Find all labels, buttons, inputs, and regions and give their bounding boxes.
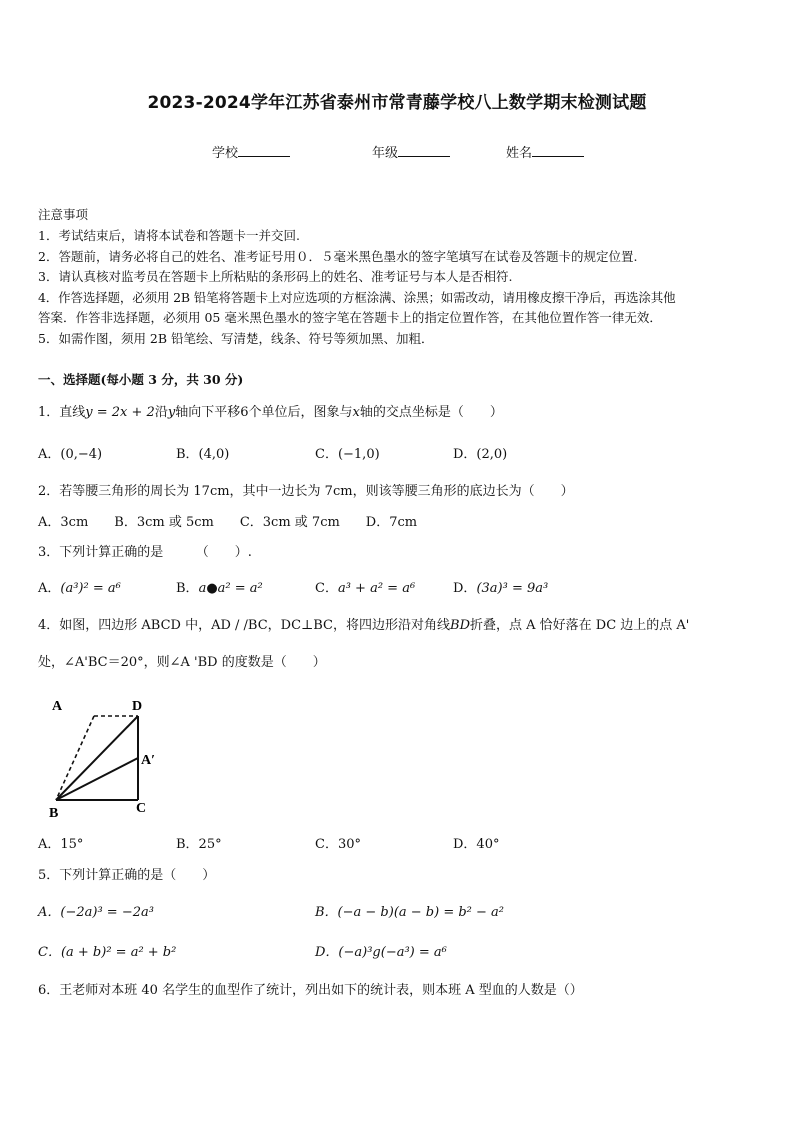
name-label: 姓名 xyxy=(506,146,533,161)
q1-stem-b: 沿 xyxy=(154,405,168,420)
name-blank[interactable] xyxy=(532,144,584,157)
notice-heading: 注意事项 xyxy=(38,207,89,222)
q1-y: y xyxy=(167,405,176,420)
fig-label-c: C xyxy=(136,801,147,816)
q1-stem-a: 1．直线 xyxy=(38,405,86,420)
question-1-stem xyxy=(38,401,503,420)
q3-option-b[interactable] xyxy=(176,577,263,596)
section-heading: 一、选择题(每小题 3 分，共 30 分) xyxy=(38,372,244,387)
q4-stem-1: 4．如图，四边形 ABCD 中，AD / /BC，DC⊥BC，将四边形沿对角线 xyxy=(38,618,451,633)
q4-figure xyxy=(44,692,164,822)
q1-equation: y = 2x + 2 xyxy=(85,405,155,420)
fig-label-a-prime: A′ xyxy=(141,753,156,768)
q3-option-c-expr: a³ + a² = a⁶ xyxy=(337,581,416,596)
q4-bd: BD xyxy=(450,618,470,633)
q4-option-a[interactable]: A．15° xyxy=(38,837,84,852)
q3-option-d[interactable] xyxy=(453,577,548,596)
q1-option-d[interactable]: D．(2,0) xyxy=(453,447,508,462)
notice-item-4: 4．作答选择题，必须用 2B 铅笔将答题卡上对应选项的方框涂满、涂黑；如需改动，请用橡皮擦干净后，再选涂其他 xyxy=(38,290,676,305)
school-field[interactable] xyxy=(212,142,290,161)
fig-label-d: D xyxy=(132,699,143,714)
q3-option-a-letter: A． xyxy=(38,581,61,596)
notice-item-2: 2．答题前，请务必将自己的姓名、准考证号用０．５毫米黑色墨水的签字笔填写在试卷及答题卡的规定位置. xyxy=(38,249,638,264)
q5-option-c[interactable]: C．(a + b)² = a² + b² xyxy=(38,945,177,960)
q1-x: x xyxy=(352,405,360,420)
notice-item-3: 3．请认真核对监考员在答题卡上所粘贴的条形码上的姓名、准考证号与本人是否相符. xyxy=(38,269,513,284)
q4-option-d[interactable]: D．40° xyxy=(453,837,500,852)
notice-item-4-cont: 答案．作答非选择题，必须用 05 毫米黑色墨水的签字笔在答题卡上的指定位置作答，在其他位置作答一律无效． xyxy=(38,310,662,325)
q3-option-c-letter: C． xyxy=(315,581,338,596)
notice-item-5: 5．如需作图，须用 2B 铅笔绘、写清楚，线条、符号等须加黑、加粗． xyxy=(38,331,434,346)
q1-option-a[interactable]: A．(0,−4) xyxy=(38,447,103,462)
q1-stem-c: 轴向下平移6个单位后，图象与 xyxy=(175,405,353,420)
q1-option-c[interactable]: C．(−1,0) xyxy=(315,447,380,462)
q5-option-d[interactable]: D．(−a)³g(−a³) = a⁶ xyxy=(315,945,447,960)
q3-option-b-expr: a●a² = a² xyxy=(198,581,263,596)
page-title: 2023-2024学年江苏省泰州市常青藤学校八上数学期末检测试题 xyxy=(147,93,647,113)
q1-option-b[interactable]: B．(4,0) xyxy=(176,447,230,462)
fig-dashed-ab xyxy=(56,716,94,800)
school-label: 学校 xyxy=(212,146,239,161)
q5-option-b[interactable]: B．(−a − b)(a − b) = b² − a² xyxy=(315,905,505,920)
q5-option-a[interactable]: A．(−2a)³ = −2a³ xyxy=(38,905,154,920)
notice-item-1: 1．考试结束后，请将本试卷和答题卡一并交回. xyxy=(38,228,300,243)
q3-option-c[interactable] xyxy=(315,577,415,596)
q3-option-d-letter: D． xyxy=(453,581,477,596)
question-4-stem-line2: 处，∠A'BC＝20°，则∠A 'BD 的度数是（ ） xyxy=(38,655,326,670)
question-2-stem: 2．若等腰三角形的周长为 17cm，其中一边长为 7cm，则该等腰三角形的底边长为（ ） xyxy=(38,484,574,499)
grade-blank[interactable] xyxy=(398,144,450,157)
q4-option-b[interactable]: B．25° xyxy=(176,837,222,852)
fig-label-b: B xyxy=(49,806,59,821)
question-6-stem: 6．王老师对本班 40 名学生的血型作了统计，列出如下的统计表，则本班 A 型血的人数是（） xyxy=(38,983,583,998)
question-5-stem: 5．下列计算正确的是（ ） xyxy=(38,868,216,883)
school-blank[interactable] xyxy=(238,144,290,157)
name-field[interactable] xyxy=(506,142,584,161)
grade-label: 年级 xyxy=(372,146,399,161)
q1-stem-d: 轴的交点坐标是（ ） xyxy=(359,405,503,420)
q3-option-d-expr: (3a)³ = 9a³ xyxy=(476,581,549,596)
q4-option-c[interactable]: C．30° xyxy=(315,837,361,852)
fig-diagonal-bd xyxy=(56,716,138,800)
question-4-stem-line1 xyxy=(38,614,689,633)
q4-stem-2: 折叠，点 A 恰好落在 DC 边上的点 A' xyxy=(470,618,690,633)
fig-label-a: A xyxy=(52,699,63,714)
q3-option-b-letter: B． xyxy=(176,581,199,596)
question-3-stem: 3．下列计算正确的是 （ ）. xyxy=(38,545,252,560)
q2-options[interactable]: A．3cm B．3cm 或 5cm C．3cm 或 7cm D．7cm xyxy=(38,515,418,530)
fig-segment-ba1 xyxy=(56,758,138,800)
grade-field[interactable] xyxy=(372,142,450,161)
q3-option-a-expr: (a³)² = a⁶ xyxy=(60,581,121,596)
q3-option-a[interactable] xyxy=(38,577,121,596)
